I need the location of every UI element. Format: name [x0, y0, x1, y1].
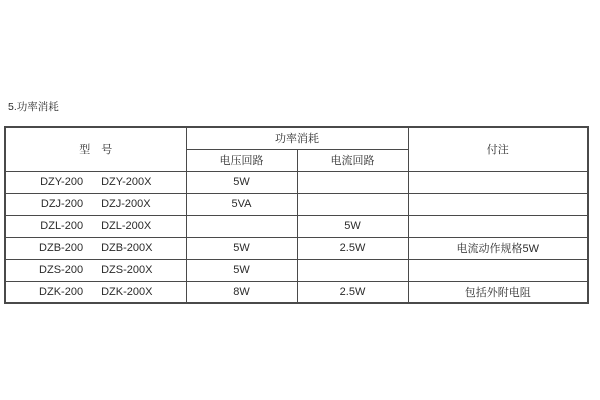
voltage-cell: 5VA: [186, 193, 297, 215]
model-name-x: DZY-200X: [101, 176, 152, 188]
voltage-cell: 5W: [186, 237, 297, 259]
header-model: 型 号: [5, 127, 186, 171]
model-name: DZJ-200: [40, 198, 84, 210]
model-cell: [5, 171, 186, 193]
current-cell: 5W: [297, 215, 408, 237]
table-row: [5, 215, 588, 237]
note-cell: [408, 259, 588, 281]
table-row: [5, 193, 588, 215]
model-name: DZS-200: [39, 264, 84, 276]
table-row: [5, 281, 588, 303]
model-name-x: DZS-200X: [101, 264, 153, 276]
section-heading: 5.功率消耗: [8, 101, 59, 113]
table-row: [5, 237, 588, 259]
model-name-x: DZJ-200X: [101, 198, 151, 210]
current-cell: [297, 193, 408, 215]
model-name: DZB-200: [39, 242, 84, 254]
current-cell: [297, 259, 408, 281]
table-row: [5, 259, 588, 281]
model-name-x: DZL-200X: [101, 220, 152, 232]
note-cell: 包括外附电阻: [408, 281, 588, 303]
voltage-cell: [186, 215, 297, 237]
current-cell: 2.5W: [297, 281, 408, 303]
note-cell: [408, 193, 588, 215]
voltage-cell: 5W: [186, 171, 297, 193]
current-cell: [297, 171, 408, 193]
current-cell: 2.5W: [297, 237, 408, 259]
header-power-group: 功率消耗: [186, 127, 408, 149]
model-cell: [5, 237, 186, 259]
note-cell: 电流动作规格5W: [408, 237, 588, 259]
header-current-circuit: 电流回路: [297, 149, 408, 171]
model-name-x: DZK-200X: [101, 285, 153, 298]
model-name: DZL-200: [40, 220, 84, 232]
voltage-cell: 8W: [186, 281, 297, 303]
model-name: DZK-200: [39, 285, 84, 298]
model-name-x: DZB-200X: [101, 242, 153, 254]
table-row: [5, 171, 588, 193]
power-consumption-table: [4, 126, 589, 304]
header-notes: 付注: [408, 127, 588, 171]
note-cell: [408, 171, 588, 193]
model-name: DZY-200: [40, 176, 84, 188]
model-cell: [5, 259, 186, 281]
model-cell: [5, 281, 186, 303]
model-cell: [5, 193, 186, 215]
voltage-cell: 5W: [186, 259, 297, 281]
model-cell: [5, 215, 186, 237]
note-cell: [408, 215, 588, 237]
header-voltage-circuit: 电压回路: [186, 149, 297, 171]
